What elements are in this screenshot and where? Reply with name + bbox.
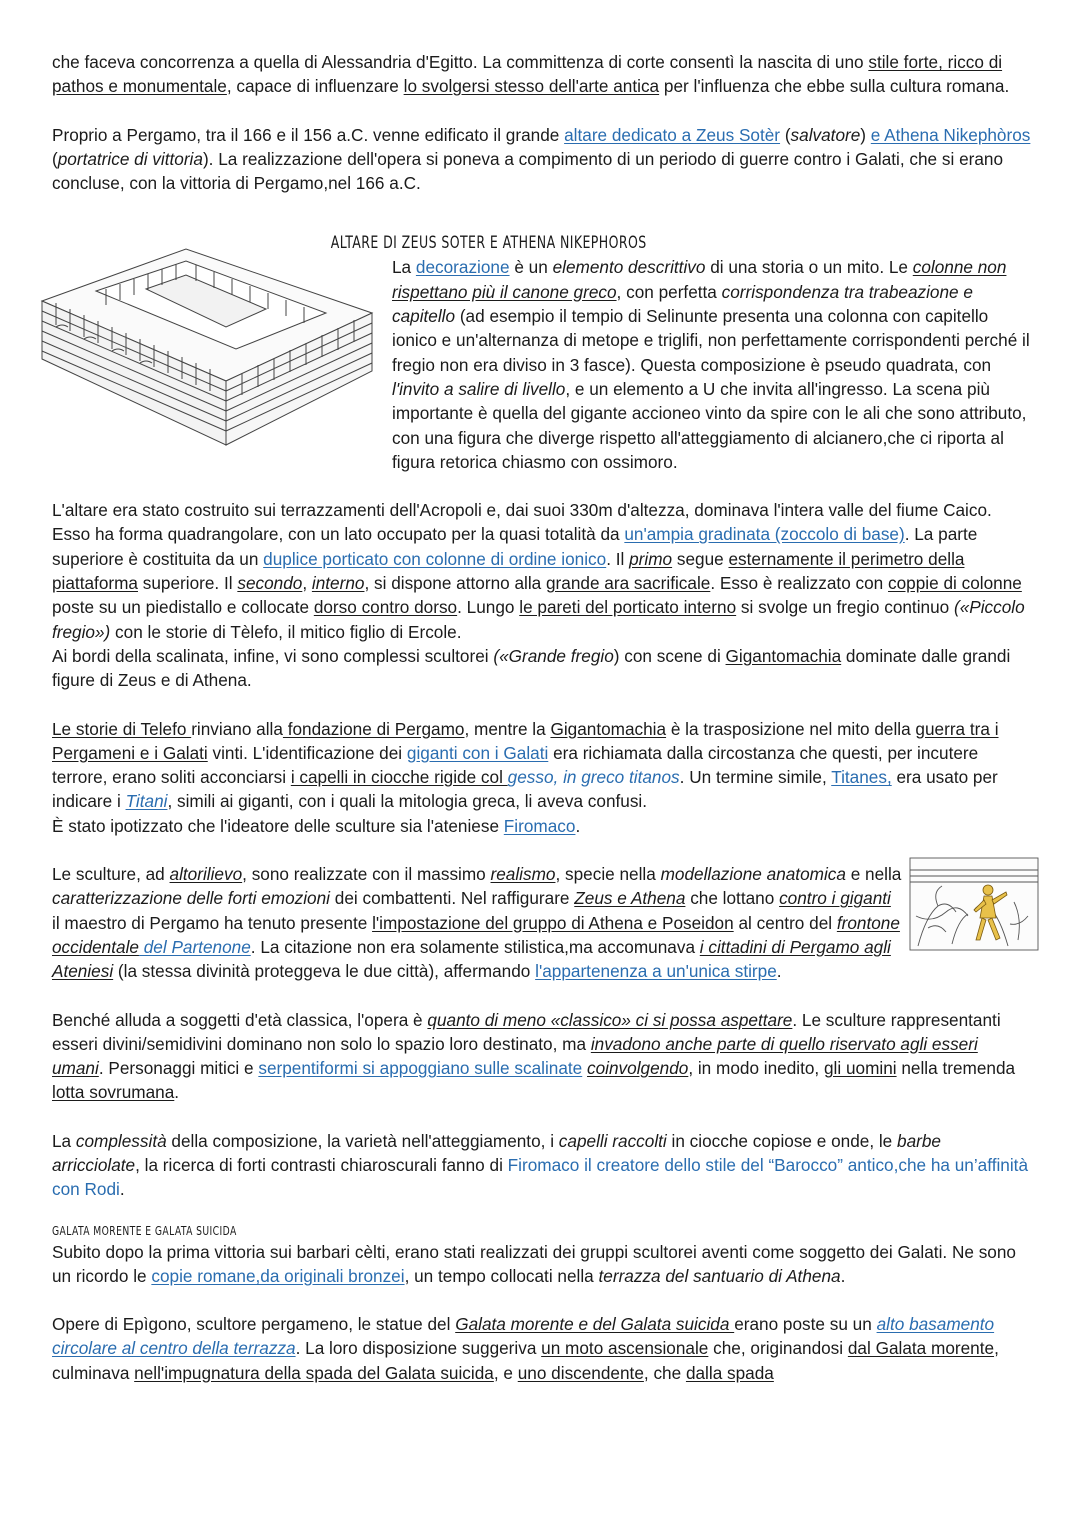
text: , mentre la	[464, 718, 551, 739]
text: nella tremenda	[896, 1058, 1016, 1079]
section-heading-altar: ALTARE DI ZEUS SOTER E ATHENA NIKEPHOROS	[330, 233, 647, 254]
link-unica-stirpe[interactable]: l'appartenenza a un'unica stirpe	[535, 961, 777, 982]
link-athena-nikephoros[interactable]: e Athena Nikephòros	[870, 124, 1031, 145]
text: della composizione, la varietà nell'atteggiamento, i	[166, 1130, 559, 1151]
text: con le storie di Tèlefo, il mitico figlio di Ercole.	[110, 621, 462, 642]
text: ,	[302, 573, 312, 594]
text: , culminava	[52, 1338, 999, 1383]
underlined-italic-text: secondo	[237, 573, 303, 594]
underlined-text: coppie di colonne	[888, 573, 1022, 594]
text: , in modo inedito,	[688, 1058, 824, 1079]
underlined-text: l'impostazione del gruppo di Athena e Poseidon	[372, 912, 734, 933]
text: , capace di influenzare	[226, 76, 404, 97]
underlined-italic-text: frontone occidentale	[52, 912, 900, 957]
text: . Personaggi mitici e	[98, 1058, 259, 1079]
text: e nella	[845, 864, 902, 885]
underlined-text: uno discendente	[517, 1362, 644, 1383]
text: (	[780, 124, 791, 145]
text: (ad esempio il tempio di Selinunte presenta una colonna con capitello ionico e un'alternanza di metope e triglifi, non perfettamente corrispondenti perché il fregio non era diviso in 3 fasce). Questa composizione è pseudo quadrata, con	[392, 306, 1030, 375]
frieze-illustration	[908, 856, 1040, 952]
text: vinti. L'identificazione dei	[207, 742, 407, 763]
underlined-italic-text: contro i giganti	[779, 888, 891, 909]
underlined-italic-text: primo	[629, 548, 673, 569]
section-heading-galata: GALATA MORENTE E GALATA SUICIDA	[52, 1222, 237, 1238]
underlined-italic-text: invadono anche parte di quello riservato agli esseri umani	[52, 1033, 978, 1079]
link-titani[interactable]: Titani	[125, 791, 168, 812]
text: segue	[672, 548, 729, 569]
italic-text: caratterizzazione delle forti emozioni	[52, 888, 330, 909]
text: .	[174, 1082, 180, 1103]
italic-text: capelli raccolti	[558, 1130, 667, 1151]
underlined-text: dalla spada	[685, 1362, 774, 1383]
link-partenone[interactable]: del Partenone	[138, 936, 251, 957]
text: si svolge un fregio continuo	[736, 597, 954, 618]
text: era richiamata dalla circostanza che questi, per incutere terrore, erano soliti acconciarsi	[52, 742, 979, 788]
text: La	[392, 257, 416, 278]
text: per l'influenza che ebbe sulla cultura romana.	[659, 76, 1010, 97]
text: , simili ai giganti, con i quali la mitologia greca, li aveva confusi.	[167, 791, 648, 812]
text: . Il	[606, 548, 630, 569]
text: era usato per indicare i	[52, 767, 998, 812]
underlined-text: lo svolgersi stesso dell'arte antica	[403, 76, 660, 97]
text: , che	[643, 1362, 686, 1383]
italic-text: modellazione anatomica	[660, 864, 846, 885]
italic-text: terrazza del santuario di Athena	[598, 1265, 841, 1286]
text: . Un termine simile,	[679, 767, 832, 788]
text: , si dispone attorno alla	[364, 573, 546, 594]
text: . La loro disposizione suggeriva	[295, 1338, 542, 1359]
text: Proprio a Pergamo, tra il 166 e il 156 a.C. venne edificato il grande	[52, 124, 565, 145]
text: Subito dopo la prima vittoria sui barbari cèlti, erano stati realizzati dei gruppi scultorei aventi come soggetto dei Galati. Ne sono un ricordo le	[52, 1241, 1016, 1286]
blue-text: Firomaco il creatore dello stile del “Barocco” antico,che ha un’affinità con Rodi	[52, 1154, 1029, 1200]
underlined-text: stile forte, ricco di pathos e monumentale	[52, 52, 1003, 97]
text: )	[860, 124, 871, 145]
underlined-text: esternamente il perimetro della piattaforma	[52, 548, 965, 594]
underlined-italic-text: interno	[311, 573, 365, 594]
underlined-text: gli uomini	[823, 1058, 897, 1079]
underlined-italic-text: Zeus e Athena	[574, 888, 686, 909]
underlined-text: un moto ascensionale	[541, 1338, 709, 1359]
text: ). La realizzazione dell'opera si poneva a compimento di un periodo di guerre contro i Galati, che si erano concluse, con la vittoria di Pergamo,nel 166 a.C.	[52, 148, 1004, 194]
underlined-italic-text: i cittadini di Pergamo agli Ateniesi	[52, 936, 891, 982]
link-titanes[interactable]: Titanes,	[831, 767, 892, 788]
italic-text: corrispondenza tra trabeazione e capitello	[392, 281, 973, 327]
text: che, originandosi	[708, 1338, 848, 1359]
paragraph-pergamo-style	[52, 50, 1032, 99]
link-decorazione[interactable]: decorazione	[415, 257, 510, 278]
text: Ai bordi della scalinata, infine, vi sono complessi scultorei	[52, 645, 494, 666]
italic-text: salvatore	[790, 124, 861, 145]
link-copie-romane[interactable]: copie romane,da originali bronzei	[151, 1265, 405, 1286]
text: dominate dalle grandi figure di Zeus e di Athena.	[52, 645, 1011, 691]
text: che faceva concorrenza a quella di Alessandria d'Egitto. La committenza di corte consentì la nascita di uno	[52, 52, 869, 72]
text: di una storia o un mito. Le	[705, 257, 913, 278]
underlined-italic-text: realismo	[490, 864, 556, 885]
italic-text: portatrice di vittoria	[57, 148, 203, 169]
text: .	[119, 1179, 125, 1200]
underlined-italic-text: coinvolgendo	[587, 1058, 689, 1079]
text: , la ricerca di forti contrasti chiaroscurali fanno di	[135, 1154, 508, 1175]
text: . La parte superiore è costituita da un	[52, 524, 978, 569]
text: il maestro di Pergamo ha tenuto presente	[52, 912, 373, 933]
text: Benché alluda a soggetti d'età classica, l'opera è	[52, 1009, 428, 1030]
underlined-text: nell'impugnatura della spada del Galata suicida	[134, 1362, 494, 1383]
text: poste su un piedistallo e collocate	[52, 597, 314, 618]
blue-italic-text: gesso, in greco titanos	[507, 767, 680, 788]
text: superiore. Il	[137, 573, 238, 594]
paragraph-galati-copie	[52, 1240, 1032, 1289]
text: (	[52, 148, 58, 169]
underlined-text: dal Galata morente	[847, 1338, 995, 1359]
text: che lottano	[685, 888, 780, 909]
text: . Esso è realizzato con	[710, 573, 889, 594]
text: rinviano alla	[191, 718, 283, 739]
link-altare-zeus[interactable]: altare dedicato a Zeus Sotèr	[564, 124, 781, 145]
link-gradinata[interactable]: un'ampia gradinata (zoccolo di base)	[624, 524, 905, 545]
italic-text: elemento descrittivo	[552, 257, 706, 278]
text: in ciocche copiose e onde, le	[666, 1130, 898, 1151]
text: dei combattenti. Nel raffigurare	[330, 888, 575, 909]
underlined-italic-text: altorilievo	[169, 864, 243, 885]
link-serpentiformi[interactable]: serpentiformi si appoggiano sulle scalinate	[258, 1058, 583, 1079]
text: . La citazione non era solamente stilistica,ma accomunava	[250, 936, 700, 957]
underlined-text: le pareti del porticato interno	[519, 597, 737, 618]
underlined-italic-text: quanto di meno «classico» ci si possa aspettare	[427, 1009, 793, 1030]
link-porticato[interactable]: duplice porticato con colonne di ordine ionico	[263, 548, 607, 569]
text: (la stessa divinità proteggeva le due città), affermando	[113, 961, 536, 982]
underlined-text: Gigantomachia	[550, 718, 667, 739]
text: . Le sculture rappresentanti esseri divini/semidivini dominano non solo lo spazio loro destinato, ma	[52, 1009, 1001, 1054]
paragraph-non-classico	[52, 1008, 1032, 1105]
paragraph-barocco	[52, 1129, 1032, 1202]
text: è un	[509, 257, 553, 278]
italic-text: («Grande fregio	[493, 645, 614, 666]
underlined-text: lotta sovrumana	[52, 1082, 175, 1103]
text: Opere di Epìgono, scultore pergameno, le statue del	[52, 1314, 456, 1335]
text: , specie nella	[555, 864, 661, 885]
italic-text: l'invito a salire di livello	[392, 378, 566, 399]
paragraph-sculture-realismo	[52, 862, 1032, 983]
italic-text: («Piccolo fregio»)	[52, 597, 1025, 642]
underlined-italic-text: colonne non rispettano più il canone greco	[392, 257, 1007, 302]
text: Le sculture, ad	[52, 864, 170, 885]
text: È stato ipotizzato che l'ideatore delle sculture sia l'ateniese	[52, 815, 504, 836]
underlined-text: Le storie di Telefo	[52, 718, 192, 739]
underlined-text: dorso contro dorso	[313, 597, 458, 618]
underlined-text: grande ara sacrificale	[546, 573, 711, 594]
link-firomaco[interactable]: Firomaco	[503, 815, 576, 836]
italic-text: barbe arricciolate	[52, 1130, 941, 1175]
text: , e un elemento a U che invita all'ingresso. La scena più importante è quella del gigante accioneo vinto da spire con le ali che sono attributo, con una figura che diverge rispetto all'atteggiamento di alcianero,che ci riporta al figura retorica chiasmo con ossimoro.	[392, 378, 1027, 472]
text: .	[575, 815, 581, 836]
underlined-text: Gigantomachia	[725, 645, 842, 666]
text: , un tempo collocati nella	[404, 1265, 599, 1286]
text: .	[840, 1265, 846, 1286]
italic-text: complessità	[75, 1130, 167, 1151]
text: ) con scene di	[613, 645, 726, 666]
text: L'altare era stato costruito sui terrazzamenti dell'Acropoli e, dai suoi 330m d'altezza, dominava l'intera valle del fiume Caico. Esso ha forma quadrangolare, con un lato occupato per la quasi totalità da	[52, 500, 992, 545]
paragraph-epigono	[52, 1312, 1032, 1385]
text: , e	[493, 1362, 518, 1383]
text: , con perfetta	[616, 281, 722, 302]
paragraph-telefo-gigantomachia	[52, 717, 1032, 838]
text: erano poste su un	[734, 1314, 877, 1335]
altar-illustration	[36, 231, 380, 451]
text: è la trasposizione nel mito della	[666, 718, 916, 739]
text: La	[52, 1130, 76, 1151]
paragraph-altar-intro	[52, 123, 1032, 196]
link-basamento[interactable]: alto basamento circolare al centro della terrazza	[52, 1314, 995, 1359]
underlined-italic-text: Galata morente e del Galata suicida	[455, 1314, 735, 1335]
link-giganti-galati[interactable]: giganti con i Galati	[406, 742, 549, 763]
text: , sono realizzate con il massimo	[242, 864, 491, 885]
document-page	[52, 50, 1032, 1385]
underlined-text: fondazione di Pergamo	[282, 718, 465, 739]
text: . Lungo	[457, 597, 520, 618]
text: .	[776, 961, 782, 982]
paragraph-altar-structure	[52, 498, 1032, 692]
underlined-text: guerra tra i Pergameni e i Galati	[52, 718, 999, 763]
underlined-text: i capelli in ciocche rigide col	[290, 767, 508, 788]
text: al centro del	[733, 912, 837, 933]
